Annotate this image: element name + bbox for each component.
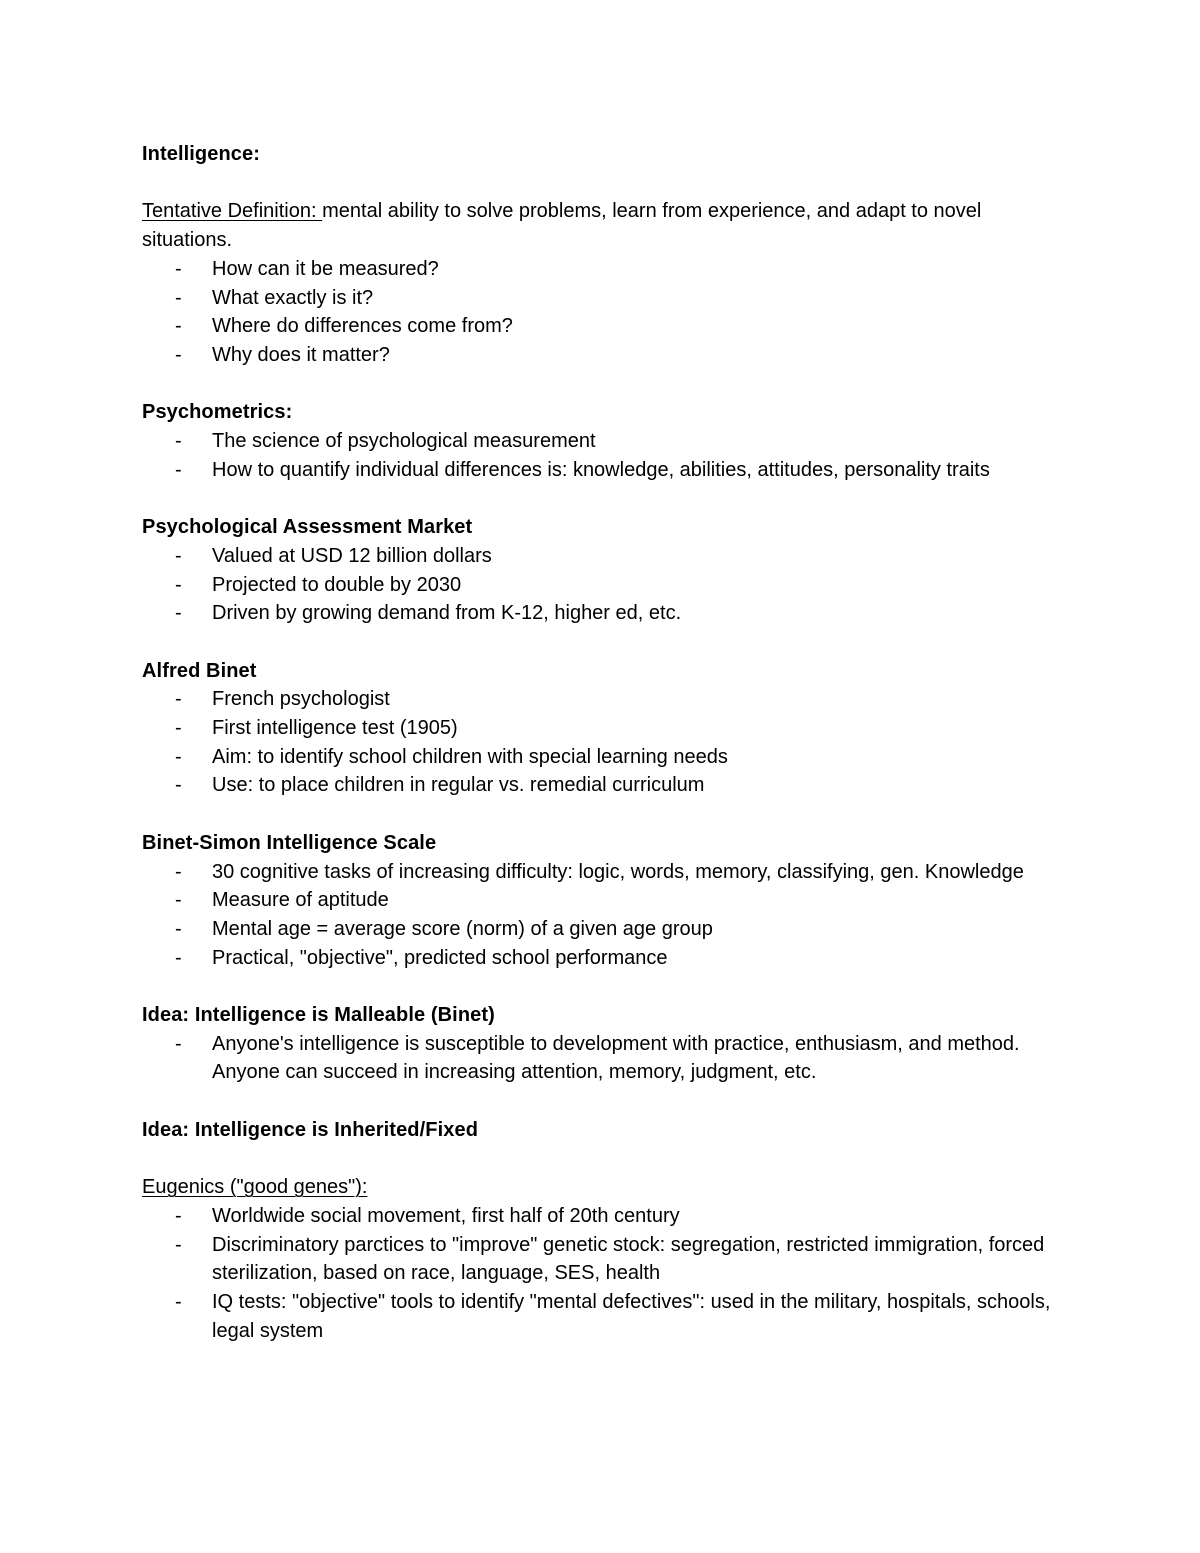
scale-heading: Binet-Simon Intelligence Scale [142, 831, 437, 854]
dash-bullet: - [175, 1032, 182, 1055]
dash-bullet: - [175, 860, 182, 883]
malleable-heading: Idea: Intelligence is Malleable (Binet) [142, 1004, 495, 1026]
document-page [142, 140, 1062, 1374]
eugenics-list [142, 1202, 1062, 1346]
psychometrics-list [142, 427, 1062, 484]
dash-bullet: - [175, 602, 182, 625]
binet-heading: Alfred Binet [142, 659, 257, 682]
dash-bullet: - [175, 458, 182, 481]
dash-bullet: - [175, 774, 182, 797]
list-item: - Worldwide social movement, first half of 20th century [142, 1202, 1062, 1231]
psychometrics-heading: Psychometrics: [142, 401, 293, 424]
eugenics-label: Eugenics ("good genes"): [142, 1176, 368, 1199]
list-item: - First intelligence test (1905) [142, 714, 1062, 743]
dash-bullet: - [175, 286, 182, 309]
dash-bullet: - [175, 717, 182, 739]
fixed-section [142, 1116, 1062, 1145]
intelligence-section [142, 140, 1062, 169]
list-item: - Mental age = average score (norm) of a given age group [142, 915, 1062, 944]
list-item: - Use: to place children in regular vs. remedial curriculum [142, 771, 1062, 800]
eugenics-section [142, 1173, 1062, 1345]
dash-bullet: - [175, 917, 182, 940]
list-item: - Practical, "objective", predicted school performance [142, 944, 1062, 973]
market-list [142, 542, 1062, 628]
scale-section [142, 829, 1062, 973]
document-title: Intelligence: [142, 143, 260, 165]
definition-paragraph [142, 197, 1062, 254]
dash-bullet: - [175, 889, 182, 912]
list-item: - Discriminatory parctices to "improve" genetic stock: segregation, restricted immigration, forced sterilization, based on race, language, SES, health [142, 1231, 1062, 1288]
definition-label: Tentative Definition: [142, 200, 323, 223]
list-item: - Driven by growing demand from K-12, higher ed, etc. [142, 599, 1062, 628]
binet-list [142, 685, 1062, 800]
list-item: - How can it be measured? [142, 255, 1062, 284]
market-section [142, 513, 1062, 628]
market-heading: Psychological Assessment Market [142, 516, 473, 539]
dash-bullet: - [175, 946, 182, 969]
dash-bullet: - [175, 1291, 182, 1313]
definition-section [142, 197, 1062, 369]
dash-bullet: - [175, 343, 182, 366]
list-item: - Where do differences come from? [142, 312, 1062, 341]
dash-bullet: - [175, 315, 182, 338]
list-item: - Valued at USD 12 billion dollars [142, 542, 1062, 571]
dash-bullet: - [175, 544, 182, 567]
dash-bullet: - [175, 745, 182, 768]
dash-bullet: - [175, 688, 182, 711]
list-item: - IQ tests: "objective" tools to identify "mental defectives": used in the military, hospitals, schools, legal system [142, 1288, 1062, 1345]
list-item: - How to quantify individual differences is: knowledge, abilities, attitudes, personality traits [142, 456, 1062, 485]
dash-bullet: - [175, 1233, 182, 1256]
dash-bullet: - [175, 1204, 182, 1227]
list-item: - Anyone's intelligence is susceptible to development with practice, enthusiasm, and method. Anyone can succeed in increasing attention, memory, judgment, etc. [142, 1030, 1062, 1087]
list-item: - What exactly is it? [142, 284, 1062, 313]
dash-bullet: - [175, 430, 182, 452]
malleable-list [142, 1030, 1062, 1087]
list-item: - 30 cognitive tasks of increasing difficulty: logic, words, memory, classifying, gen. Knowledge [142, 858, 1062, 887]
list-item: - Projected to double by 2030 [142, 571, 1062, 600]
dash-bullet: - [175, 257, 182, 280]
malleable-section [142, 1001, 1062, 1087]
fixed-heading: Idea: Intelligence is Inherited/Fixed [142, 1118, 479, 1141]
list-item: - Why does it matter? [142, 341, 1062, 370]
dash-bullet: - [175, 573, 182, 596]
definition-list [142, 255, 1062, 370]
list-item: - Measure of aptitude [142, 886, 1062, 915]
binet-section [142, 657, 1062, 801]
list-item: - The science of psychological measurement [142, 427, 1062, 456]
list-item: - Aim: to identify school children with special learning needs [142, 743, 1062, 772]
list-item: - French psychologist [142, 685, 1062, 714]
definition-text: mental ability to solve problems, learn from experience, and adapt to novel situations. [142, 200, 982, 252]
scale-list [142, 858, 1062, 973]
psychometrics-section [142, 398, 1062, 484]
